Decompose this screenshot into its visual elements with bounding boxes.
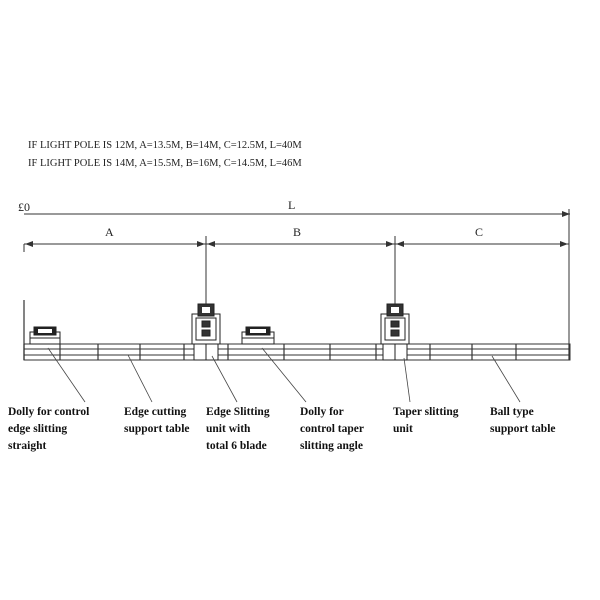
leader-ball-support-table xyxy=(492,356,520,402)
table-posts xyxy=(24,344,569,360)
leader-dolly-straight xyxy=(48,348,85,402)
support-table-frame xyxy=(24,344,570,360)
dolly-taper xyxy=(242,327,274,344)
label-dolly-taper xyxy=(300,404,376,455)
leader-edge-cutting-table xyxy=(128,355,152,402)
label-line: control taper xyxy=(300,423,364,435)
spec-note-14m: IF LIGHT POLE IS 14M, A=15.5M, B=16M, C=14.5M, L=46M xyxy=(28,158,302,169)
label-line: Dolly for xyxy=(300,406,344,418)
label-line: total 6 blade xyxy=(206,440,267,452)
b-arrow-left xyxy=(207,241,215,247)
label-line: support table xyxy=(124,423,190,435)
origin-label: £0 xyxy=(18,200,30,214)
leader-taper-slitting-unit xyxy=(404,358,410,402)
c-label: C xyxy=(475,225,484,239)
b-arrow-right xyxy=(386,241,394,247)
label-line: Edge cutting xyxy=(124,406,187,418)
label-line: edge slitting xyxy=(8,423,68,435)
label-ball-support-table xyxy=(490,404,568,438)
label-line: Taper slitting xyxy=(393,406,459,418)
taper-slitting-unit xyxy=(381,304,409,360)
label-line: support table xyxy=(490,423,556,435)
label-line: slitting angle xyxy=(300,440,363,452)
label-dolly-straight xyxy=(8,404,104,455)
a-arrow-right xyxy=(197,241,205,247)
a-arrow-left xyxy=(25,241,33,247)
label-edge-slitting-unit xyxy=(206,404,282,455)
dolly-straight xyxy=(30,327,60,344)
label-line: unit with xyxy=(206,423,251,435)
a-label: A xyxy=(105,225,114,239)
spec-note-12m: IF LIGHT POLE IS 12M, A=13.5M, B=14M, C=12.5M, L=40M xyxy=(28,140,302,151)
label-line: straight xyxy=(8,440,47,452)
b-label: B xyxy=(293,225,302,239)
l-label: L xyxy=(288,198,296,212)
edge-slitting-unit xyxy=(192,304,220,360)
c-arrow-right xyxy=(560,241,568,247)
label-line: Dolly for control xyxy=(8,406,90,418)
label-edge-cutting-table xyxy=(124,404,204,438)
label-line: unit xyxy=(393,423,413,435)
label-line: Ball type xyxy=(490,406,534,418)
label-line: Edge Slitting xyxy=(206,406,270,418)
c-arrow-left xyxy=(396,241,404,247)
leader-edge-slitting-unit xyxy=(212,356,237,402)
label-taper-slitting-unit xyxy=(393,404,473,438)
